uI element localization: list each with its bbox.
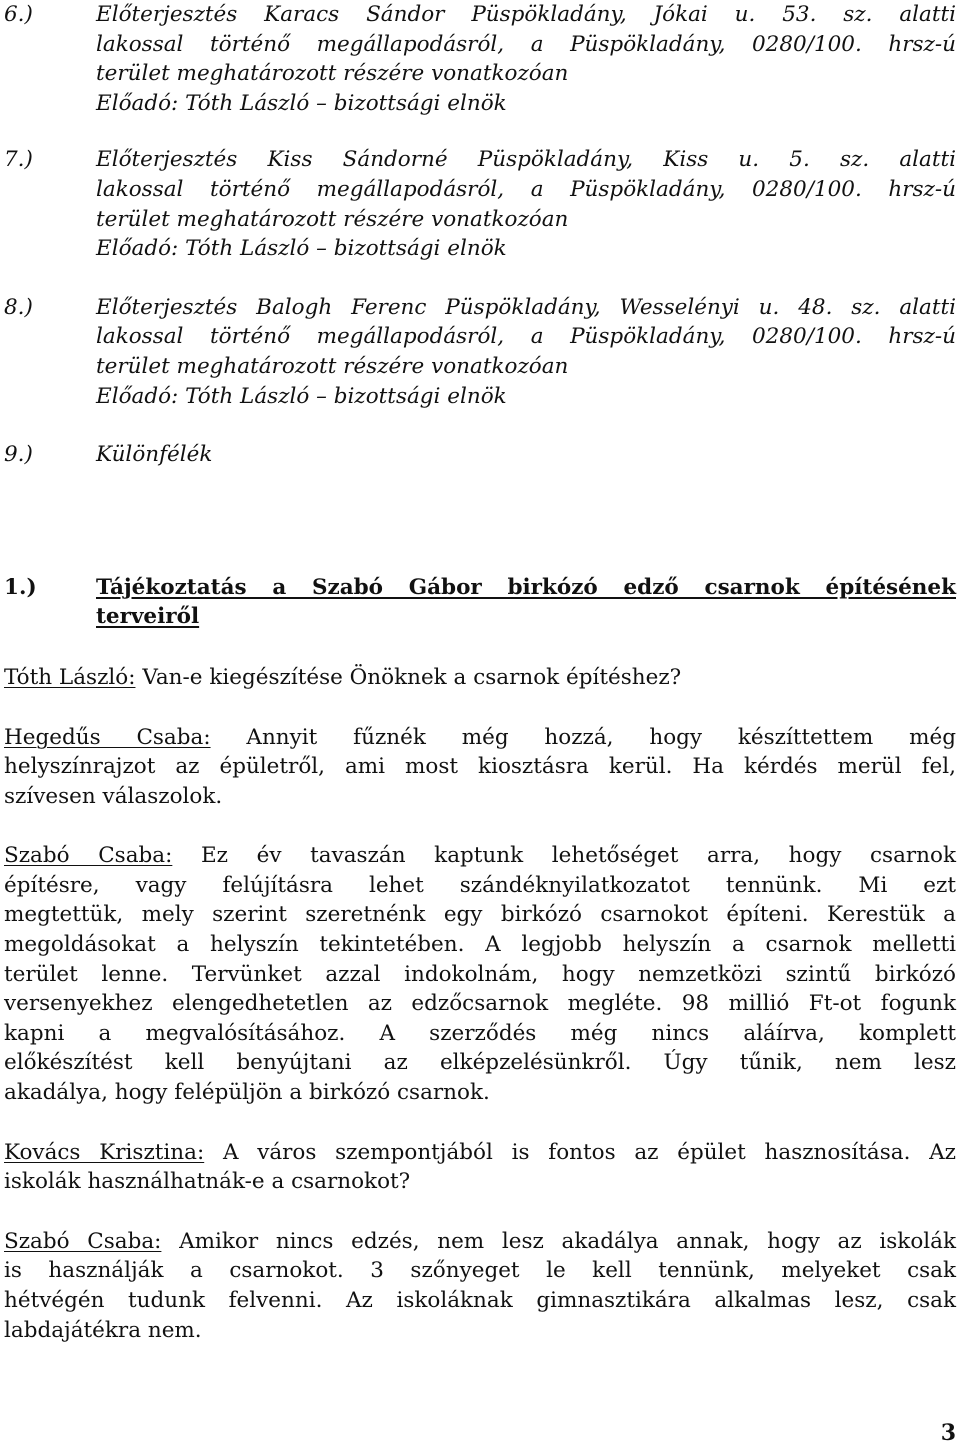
paragraph-line: hétvégén tudunk felvenni. Az iskoláknak gimnasztikára alkalmas lesz, csak [4,1288,956,1313]
paragraph-line: versenyekhez elengedhetetlen az edzőcsarnok megléte. 98 millió Ft-ot fogunk [4,991,956,1017]
agenda-item-line: Előterjesztés Balogh Ferenc Püspökladány, Wesselényi u. 48. sz. alatti [96,294,956,320]
paragraph-line [4,663,956,693]
agenda-item-8 [4,293,956,411]
paragraph-text: Van-e kiegészítése Önöknek a csarnok építéshez? [142,664,682,690]
topic-title-line: Tájékoztatás a Szabó Gábor birkózó edző csarnok építésének [96,574,956,600]
agenda-item-6 [4,0,956,118]
agenda-item-line: lakossal történő megállapodásról, a Püspökladány, 0280/100. hrsz-ú [96,176,956,202]
paragraph-text: Amikor nincs edzés, nem lesz akadálya annak, hogy az iskolák [179,1228,956,1254]
agenda-item-presenter: Előadó: Tóth László – bizottsági elnök [96,90,507,116]
paragraph-line: építésre, vagy felújításra lehet szándéknyilatkozatot tennünk. Mi ezt [4,872,956,898]
speaker-name: Hegedűs Csaba: [4,724,211,750]
minutes-paragraph [4,1138,956,1197]
agenda-item-number: 8.) [4,294,33,320]
paragraph-line: iskolák használhatnák-e a csarnokot? [4,1169,411,1195]
paragraph-line [4,723,956,753]
speaker-name: Szabó Csaba: [4,843,173,869]
minutes-paragraph [4,841,956,1107]
paragraph-line: kapni a megvalósításához. A szerződés még nincs aláírva, komplett [4,1020,956,1046]
agenda-item-presenter: Előadó: Tóth László – bizottsági elnök [96,383,507,409]
agenda-item-line: Különfélék [96,442,213,468]
agenda-item-9 [4,440,956,470]
minutes-paragraph [4,1227,956,1345]
minutes-paragraph [4,723,956,812]
agenda-item-line: Előterjesztés Kiss Sándorné Püspökladány, Kiss u. 5. sz. alatti [96,147,956,173]
agenda-item-number: 7.) [4,147,33,173]
document-page [4,0,956,1345]
paragraph-line [4,841,956,871]
agenda-item-line: lakossal történő megállapodásról, a Püspökladány, 0280/100. hrsz-ú [96,31,956,57]
agenda-item-line: lakossal történő megállapodásról, a Püspökladány, 0280/100. hrsz-ú [96,324,956,350]
speaker-name: Tóth László: [4,664,136,690]
paragraph-text: A város szempontjából is fontos az épület hasznosítása. Az [222,1139,956,1165]
speaker-name: Szabó Csaba: [4,1228,162,1254]
paragraph-text: Ez év tavaszán kaptunk lehetőséget arra, hogy csarnok [200,843,956,869]
topic-heading [4,573,956,632]
agenda-item-line: terület meghatározott részére vonatkozóan [96,206,569,232]
agenda-item-line: terület meghatározott részére vonatkozóan [96,353,569,379]
paragraph-line: labdajátékra nem. [4,1317,202,1343]
paragraph-line: akadálya, hogy felépüljön a birkózó csarnok. [4,1080,490,1106]
paragraph-line: szívesen válaszolok. [4,783,223,809]
paragraph-line [4,1227,956,1257]
paragraph-text: Annyit fűznék még hozzá, hogy készíttettem még [246,724,956,750]
topic-number: 1.) [4,574,37,600]
paragraph-line: megoldásokat a helyszín tekintetében. A legjobb helyszín a csarnok melletti [4,932,956,958]
page-number: 3 [940,1420,956,1446]
paragraph-line [4,1138,956,1168]
agenda-item-number: 9.) [4,442,33,468]
topic-title-line: terveiről [96,604,200,630]
agenda-item-line: terület meghatározott részére vonatkozóan [96,61,569,87]
agenda-item-presenter: Előadó: Tóth László – bizottsági elnök [96,236,507,262]
minutes-paragraph [4,663,956,693]
paragraph-line: megtettük, mely szerint szeretnénk egy birkózó csarnokot építeni. Kerestük a [4,902,956,928]
agenda-item-7 [4,145,956,263]
speaker-name: Kovács Krisztina: [4,1139,205,1165]
agenda-item-line: Előterjesztés Karacs Sándor Püspökladány, Jókai u. 53. sz. alatti [96,2,956,27]
paragraph-line: helyszínrajzot az épületről, ami most kiosztásra kerül. Ha kérdés merül fel, [4,754,956,780]
paragraph-line: előkészítést kell benyújtani az elképzelésünkről. Úgy tűnik, nem lesz [4,1050,956,1076]
paragraph-line: is használják a csarnokot. 3 szőnyeget le kell tennünk, melyeket csak [4,1258,956,1284]
agenda-item-number: 6.) [4,2,33,27]
topic-title [96,573,956,632]
paragraph-line: terület lenne. Tervünket azzal indokolnám, hogy nemzetközi szintű birkózó [4,961,956,987]
